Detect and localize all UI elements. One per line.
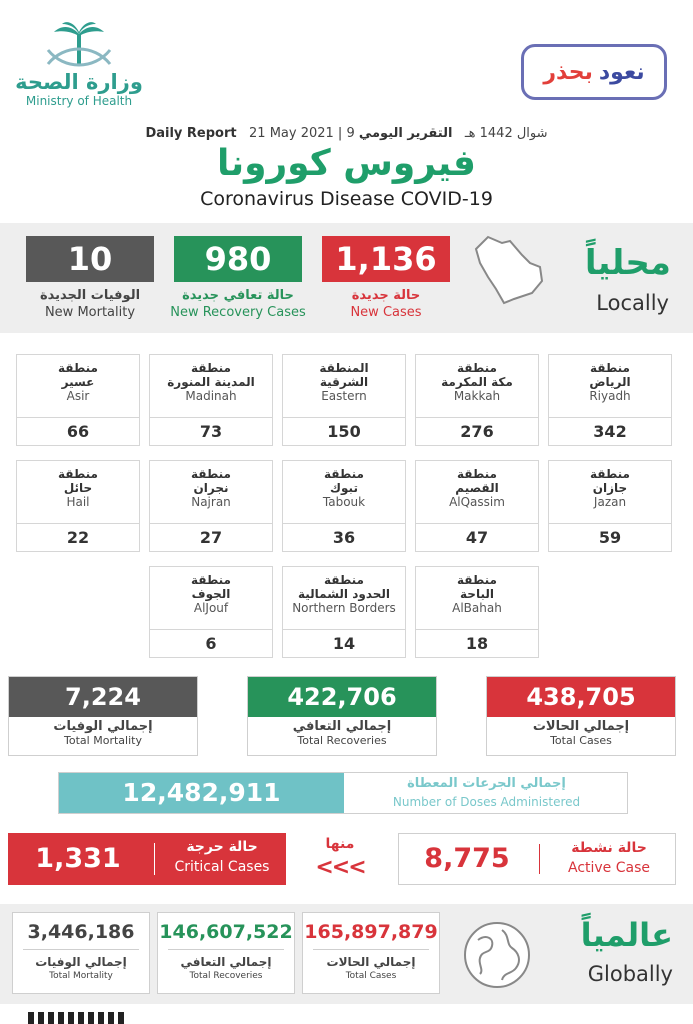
region-card-eastern (282, 354, 406, 446)
divider (23, 949, 139, 950)
region-prefix: منطقة (590, 467, 630, 481)
active-cases-value: 8,775 (424, 843, 510, 874)
region-name-en: Najran (191, 495, 231, 509)
global-cases-value: 165,897,879 (304, 921, 438, 943)
total-recoveries-label-en: Total Recoveries (297, 734, 387, 747)
campaign-word-b: بحذر (543, 59, 593, 85)
region-name-ar: عسير (61, 375, 95, 389)
qr-code-icon (28, 1012, 128, 1024)
locally-label-en: Locally (596, 291, 669, 315)
new-recovery-label-ar: حالة تعافي جديدة (182, 288, 294, 303)
region-value: 36 (283, 523, 405, 551)
region-prefix: منطقة (191, 361, 231, 375)
globe-icon (462, 920, 532, 990)
ministry-name-ar: وزارة الصحة (15, 70, 143, 94)
region-value: 150 (283, 417, 405, 445)
region-name-en: AlJouf (193, 601, 229, 615)
total-mortality-label-ar: إجمالي الوفيات (53, 719, 153, 734)
total-cases-label-en: Total Cases (550, 734, 612, 747)
region-value: 66 (17, 417, 139, 445)
divider (168, 949, 284, 950)
region-prefix: منطقة (457, 573, 497, 587)
report-greg-date: 21 May 2021 (249, 126, 334, 141)
region-card-jazan (548, 460, 672, 552)
new-recovery-value: 980 (174, 236, 302, 282)
total-mortality-value: 7,224 (9, 677, 197, 717)
arrows-left-icon: <<< (315, 855, 365, 880)
total-mortality-label-en: Total Mortality (64, 734, 142, 747)
region-name-ar: مكة المكرمة (441, 375, 513, 389)
region-name-en: Hail (66, 495, 90, 509)
region-name-en: Tabouk (322, 495, 366, 509)
new-cases-label-en: New Cases (350, 305, 422, 320)
global-mortality-value: 3,446,186 (27, 921, 135, 943)
region-name-ar: القصيم (455, 481, 499, 495)
region-name-en: Makkah (453, 389, 501, 403)
region-card-madinah (149, 354, 273, 446)
total-recoveries-label-ar: إجمالي التعافي (292, 719, 392, 734)
global-mortality-label-ar: إجمالي الوفيات (35, 955, 127, 969)
new-mortality-label-ar: الوفيات الجديدة (39, 288, 141, 303)
doses-label-ar: إجمالي الجرعات المعطاة (407, 776, 566, 791)
active-cases-card (398, 833, 676, 885)
region-value: 342 (549, 417, 671, 445)
region-name-ar: تبوك (330, 481, 358, 495)
region-value: 18 (416, 629, 538, 657)
region-value: 276 (416, 417, 538, 445)
region-value: 14 (283, 629, 405, 657)
new-mortality-label-en: New Mortality (44, 305, 136, 320)
of-them-label: منها (325, 836, 355, 852)
region-name-en: Riyadh (589, 389, 631, 403)
region-name-en: Eastern (321, 389, 367, 403)
global-recoveries-label-en: Total Recoveries (189, 971, 263, 981)
region-prefix: منطقة (324, 573, 364, 587)
ministry-name-en: Ministry of Health (25, 94, 133, 108)
critical-cases-label-ar: حالة حرجة (186, 839, 258, 855)
divider (539, 844, 540, 874)
new-cases-value: 1,136 (322, 236, 450, 282)
region-card-hail (16, 460, 140, 552)
region-value: 73 (150, 417, 272, 445)
new-recovery-label-en: New Recovery Cases (170, 305, 306, 320)
region-name-en: Jazan (593, 495, 627, 509)
region-name-en: Asir (66, 389, 90, 403)
global-cases-label-ar: إجمالي الحالات (326, 955, 416, 969)
doses-label-en: Number of Doses Administered (392, 795, 581, 809)
total-mortality-card (8, 676, 198, 756)
region-prefix: منطقة (191, 573, 231, 587)
local-band (0, 223, 693, 333)
region-name-ar: جازان (592, 481, 628, 495)
saudi-map-icon (470, 233, 548, 305)
region-prefix: منطقة (457, 467, 497, 481)
report-en: Daily Report (145, 126, 237, 141)
divider (154, 843, 155, 875)
global-cases-label-en: Total Cases (345, 971, 397, 981)
region-prefix: منطقة (324, 467, 364, 481)
new-mortality-value: 10 (26, 236, 154, 282)
region-card-alqassim (415, 460, 539, 552)
critical-cases-label-en: Critical Cases (174, 859, 270, 875)
region-card-najran (149, 460, 273, 552)
report-hijri-date: 9 شوال 1442 هـ (346, 126, 548, 141)
region-prefix: المنطقة (319, 361, 369, 375)
total-recoveries-value: 422,706 (248, 677, 436, 717)
region-name-ar: الرياض (589, 375, 631, 389)
region-prefix: منطقة (58, 467, 98, 481)
region-value: 59 (549, 523, 671, 551)
total-cases-label-ar: إجمالي الحالات (532, 719, 630, 734)
region-prefix: منطقة (590, 361, 630, 375)
critical-cases-card (8, 833, 286, 885)
region-name-ar: حائل (63, 481, 93, 495)
region-name-ar: الشرقية (319, 375, 369, 389)
region-card-aljouf (149, 566, 273, 658)
total-recoveries-card (247, 676, 437, 756)
global-cases-card (302, 912, 440, 994)
report-line: Daily Report 21 May 2021 | 9 شوال 1442 هـ التقرير اليومي (145, 126, 548, 141)
region-value: 22 (17, 523, 139, 551)
critical-cases-value: 1,331 (35, 843, 121, 874)
campaign-word-a: نعود (598, 59, 645, 85)
region-name-en: Madinah (185, 389, 237, 403)
global-mortality-card (12, 912, 150, 994)
global-recoveries-card (157, 912, 295, 994)
region-prefix: منطقة (457, 361, 497, 375)
region-name-ar: الحدود الشمالية (297, 587, 391, 601)
page-title-ar: فيروس كورونا (217, 143, 476, 184)
page-title-en: Coronavirus Disease COVID-19 (200, 188, 493, 210)
locally-label-ar: محلياً (584, 243, 671, 283)
divider (313, 949, 429, 950)
palm-swords-icon (34, 20, 124, 70)
ministry-logo (14, 20, 144, 120)
total-cases-card (486, 676, 676, 756)
region-card-riyadh (548, 354, 672, 446)
region-name-ar: الجوف (191, 587, 231, 601)
doses-card (58, 772, 628, 814)
campaign-logo (521, 44, 667, 100)
region-card-northern-borders (282, 566, 406, 658)
region-name-en: AlBahah (452, 601, 502, 615)
active-cases-label-ar: حالة نشطة (571, 840, 647, 856)
region-name-ar: نجران (193, 481, 229, 495)
region-name-en: Northern Borders (292, 601, 396, 615)
region-value: 6 (150, 629, 272, 657)
global-band (0, 904, 693, 1004)
new-cases-label-ar: حالة جديدة (351, 288, 421, 303)
region-value: 47 (416, 523, 538, 551)
report-ar: التقرير اليومي (358, 126, 453, 141)
globally-label-ar: عالمياً (580, 916, 673, 954)
region-card-tabouk (282, 460, 406, 552)
region-value: 27 (150, 523, 272, 551)
doses-value: 12,482,911 (59, 773, 344, 813)
active-cases-label-en: Active Case (567, 860, 651, 876)
region-name-en: AlQassim (449, 495, 505, 509)
region-prefix: منطقة (191, 467, 231, 481)
global-mortality-label-en: Total Mortality (49, 971, 113, 981)
total-cases-value: 438,705 (487, 677, 675, 717)
global-recoveries-label-ar: إجمالي التعافي (180, 955, 272, 969)
global-recoveries-value: 146,607,522 (159, 921, 293, 943)
globally-label-en: Globally (587, 962, 673, 986)
region-name-ar: الباحة (460, 587, 494, 601)
region-name-ar: المدينة المنورة (167, 375, 255, 389)
region-card-asir (16, 354, 140, 446)
region-prefix: منطقة (58, 361, 98, 375)
region-card-albahah (415, 566, 539, 658)
region-card-makkah (415, 354, 539, 446)
